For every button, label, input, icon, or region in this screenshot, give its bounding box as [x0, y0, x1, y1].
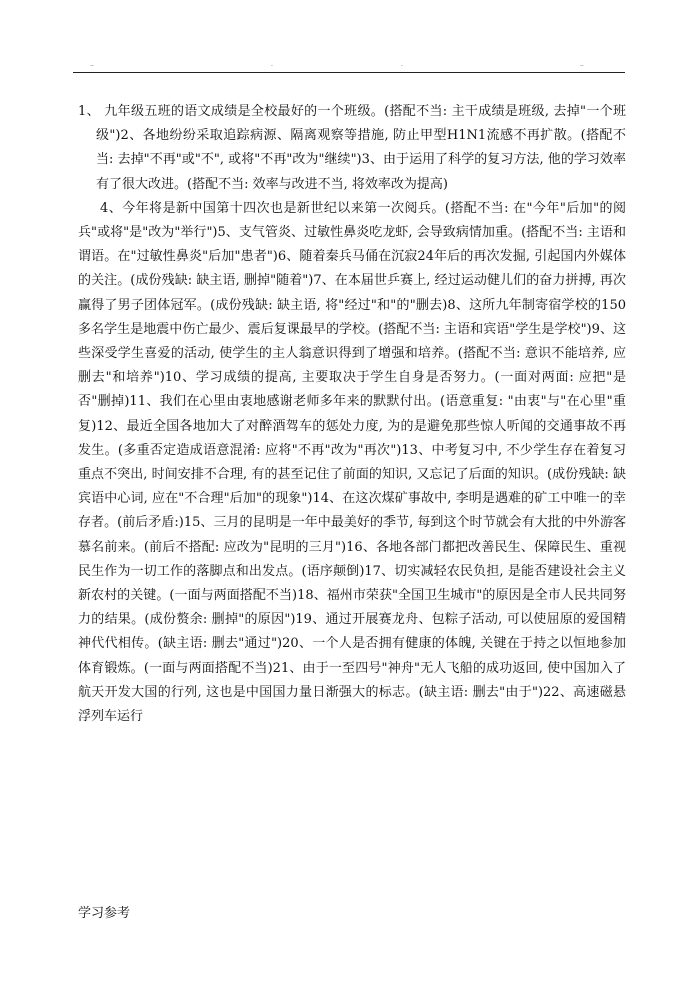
header-rule: [73, 72, 625, 73]
document-body: [78, 100, 626, 729]
paragraph: 1、 九年级五班的语文成绩是全校最好的一个班级。(搭配不当: 主干成绩是班级, 去掉"一个班级")2、各地纷纷采取追踪病源、隔离观察等措施, 防止甲型H1N1流感不再扩散。(搭配不当: 去掉"不再"或"不", 或将"不再"改为"继续")3、由于运用了科学的复习方法, 他的学习效率有了很大改进。(搭配不当: 效率与改进不当, 将效率改为提高): [78, 104, 626, 192]
footer-label: 学习参考: [78, 906, 131, 921]
header-mark: .: [271, 61, 273, 68]
header-mark: ..: [90, 61, 94, 68]
paragraph: 4、今年将是新中国第十四次也是新世纪以来第一次阅兵。(搭配不当: 在"今年"后加"的阅兵"或将"是"改为"举行")5、支气管炎、过敏性鼻炎吃龙虾, 会导致病情加重。(搭配不当: 主语和谓语。在"过敏性鼻炎"后加"患者")6、随着秦兵马俑在沉寂24年后的再次发掘, 引起国内外媒体的关注。(成份残缺: 缺主语, 删掉"随着")7、在本届世乒赛上, 经过运动健儿们的奋力拼搏, 再次赢得了男子团体冠军。(成份残缺: 缺主语, 将"经过"和"的"删去)8、这所九年制寄宿学校的150多名学生是地震中伤亡最少、震后复课最早的学校。(搭配不当: 主语和宾语"学生是学校")9、这些深受学生喜爱的活动, 使学生的主人翁意识得到了增强和培养。(搭配不当: 意识不能培养, 应删去"和培养")10、学习成绩的提高, 主要取决于学生自身是否努力。(一面对两面: 应把"是否"删掉)11、我们在心里由衷地感谢老师多年来的默默付出。(语意重复: "由衷"与"在心里"重复)12、最近全国各地加大了对醉酒驾车的惩处力度, 为的是避免那些惊人听闻的交通事故不再发生。(多重否定造成语意混淆: 应将"不再"改为"再次")13、中考复习中, 不少学生存在着复习重点不突出, 时间安排不合理, 有的甚至记住了前面的知识, 又忘记了后面的知识。(成份残缺: 缺宾语中心词, 应在"不合理"后加"的现象")14、在这次煤矿事故中, 李明是遇难的矿工中唯一的幸存者。(前后矛盾:)15、三月的昆明是一年中最美好的季节, 每到这个时节就会有大批的中外游客慕名前来。(前后不搭配: 应改为"昆明的三月")16、各地各部门都把改善民生、保障民生、重视民生作为一切工作的落脚点和出发点。(语序颠倒)17、切实减轻农民负担, 是能否建设社会主义新农村的关键。(一面与两面搭配不当)18、福州市荣获"全国卫生城市"的原因是全市人民共同努力的结果。(成份赘余: 删掉"的原因")19、通过开展赛龙舟、包粽子活动, 可以使屈原的爱国精神代代相传。(缺主语: 删去"通过")20、一个人是否拥有健康的体魄, 关键在于持之以恒地参加体育锻炼。(一面与两面搭配不当)21、由于一至四号"神舟"无人飞船的成功返回, 使中国加入了航天开发大国的行列, 这也是中国国力量日渐强大的标志。(缺主语: 删去"由于")22、高速磁悬浮列车运行: [78, 200, 626, 725]
header-mark: .: [401, 61, 403, 68]
header-mark: ..: [580, 61, 584, 68]
